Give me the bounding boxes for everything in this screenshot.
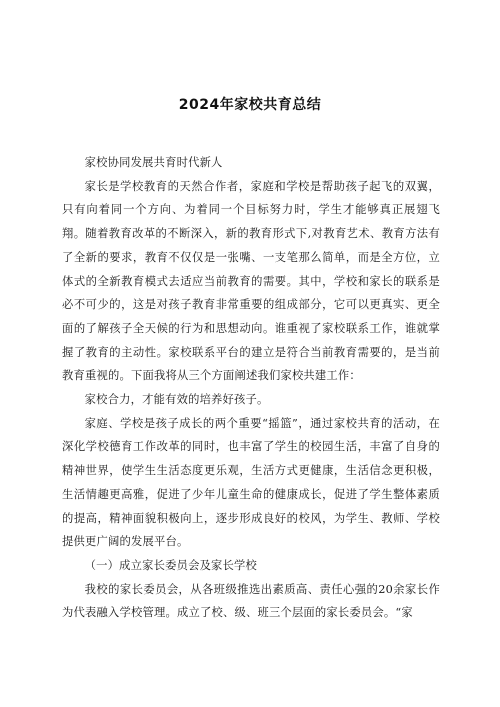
paragraph: 我校的家长委员会，从各班级推选出素质高、责任心强的20余家长作为代表融入学校管理。成立了校、级、班三个层面的家长委员会。“家 [62,582,440,620]
paragraph: 家庭、学校是孩子成长的两个重要“摇篮”，通过家校共育的活动，在深化学校德育工作改革的同时，也丰富了学生的校园生活，丰富了自身的精神世界，使学生生活态度更乐观，生活方式更健康，生活信念更积极，生活情趣更高雅，促进了少年儿童生命的健康成长，促进了学生整体素质的提高，精神面貌积极向上，逐步形成良好的校风，为学生、教师、学校提供更广阔的发展平台。 [62,416,440,549]
section-heading: （一）成立家长委员会及家长学校 [84,558,258,572]
paragraph: 家长是学校教育的天然合作者，家庭和学校是帮助孩子起飞的双翼，只有向着同一个方向、为着同一个目标努力时，学生才能够真正展翅飞翔。随着教育改革的不断深入，新的教育形式下,对教育艺术、教育方法有了全新的要求，教育不仅仅是一张嘴、一支笔那么简单，而是全方位，立体式的全新教育模式去适应当前教育的需要。其中，学校和家长的联系是必不可少的，这是对孩子教育非常重要的组成部分，它可以更真实、更全面的了解孩子全天候的行为和思想动向。谁重视了家校联系工作，谁就掌握了教育的主动性。家校联系平台的建立是符合当前教育需要的，是当前教育重视的。下面我将从三个方面阐述我们家校共建工作： [62,179,440,383]
paragraph: 家校合力，才能有效的培养好孩子。 [84,393,269,407]
document-body [62,151,440,625]
paragraph-heading: 家校协同发展共育时代新人 [84,156,223,169]
document-title: 2024年家校共育总结 [178,97,322,113]
